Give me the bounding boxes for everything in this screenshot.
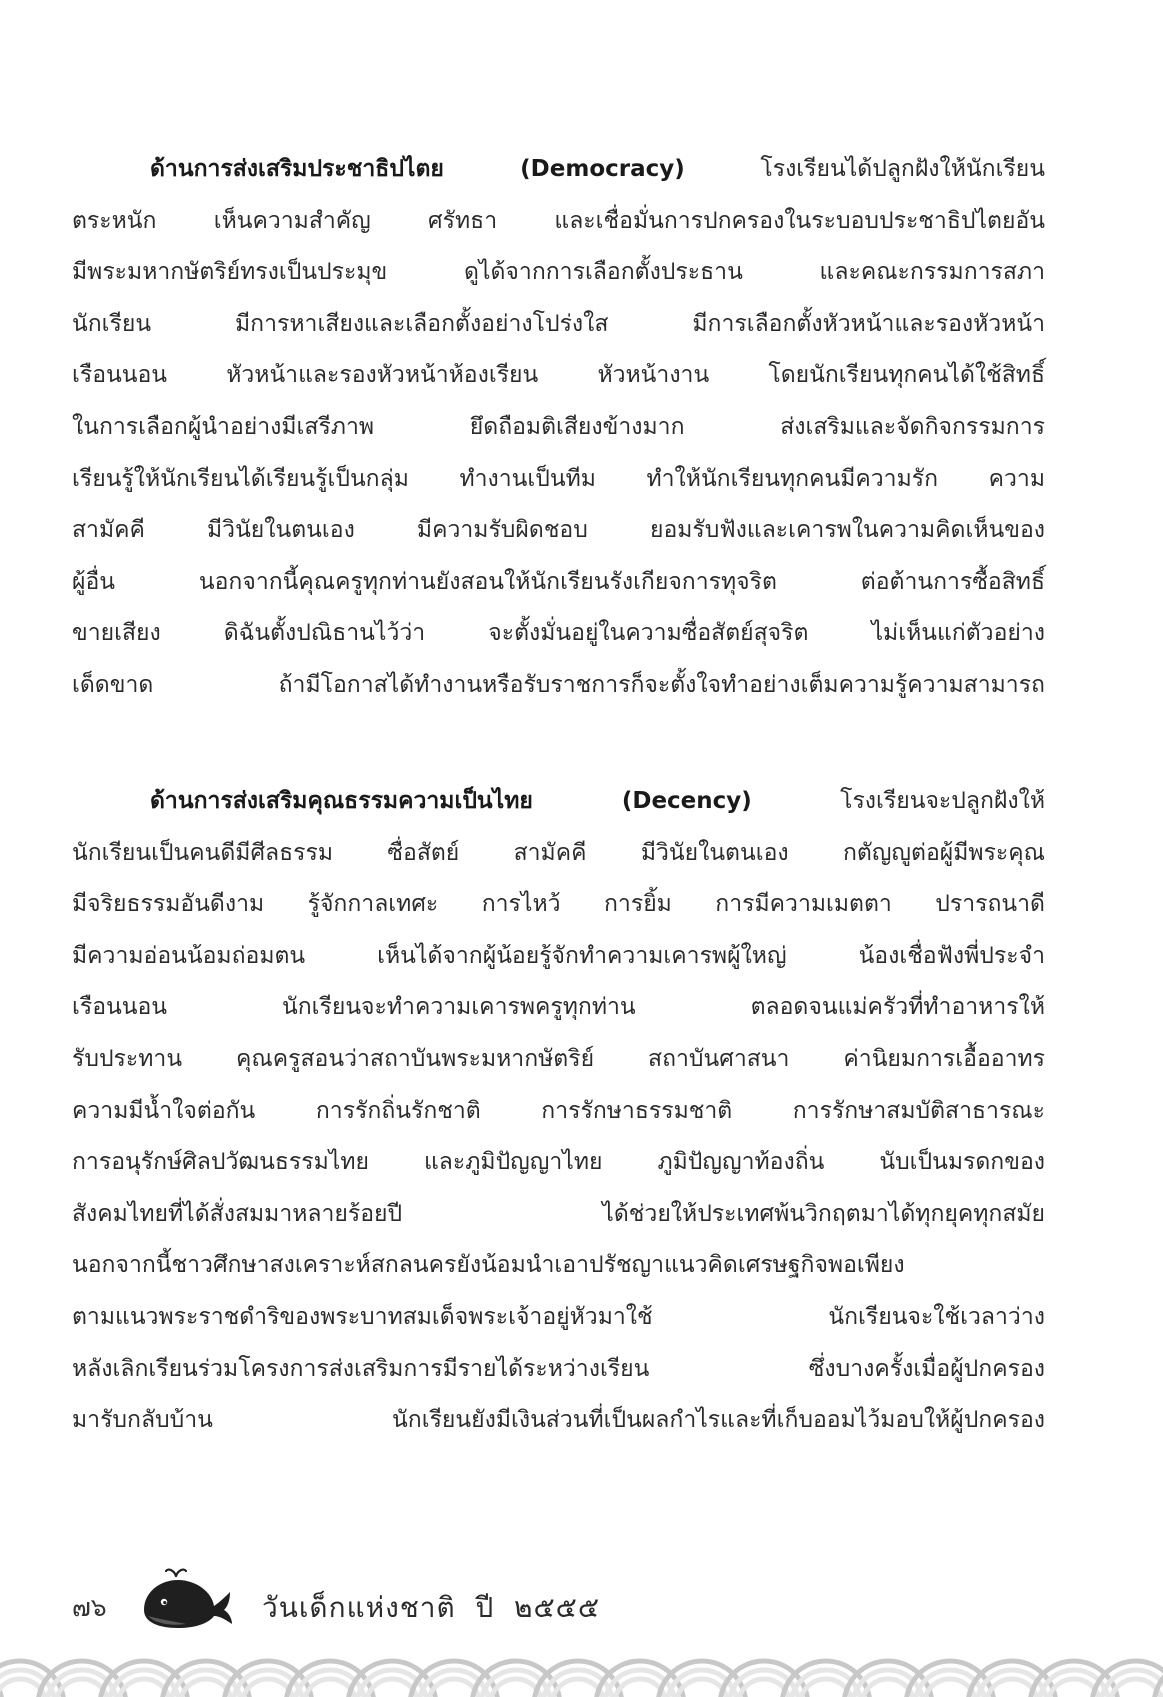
- decorative-arches: [0, 1626, 1163, 1697]
- paragraph-decency: [72, 776, 1045, 1447]
- paragraph-line: ขายเสียง ดิฉันตั้งปณิธานไว้ว่า จะตั้งมั่นอยู่ในความซื่อสัตย์สุจริต ไม่เห็นแก่ตัวอย่าง: [72, 620, 1045, 647]
- paragraph-line: ตระหนัก เห็นความสำคัญ ศรัทธา และเชื่อมั่นการปกครองในระบอบประชาธิปไตยอัน: [72, 207, 1045, 234]
- whale-icon: [138, 1562, 238, 1632]
- paragraph-line: มารับกลับบ้าน นักเรียนยังมีเงินส่วนที่เป็นผลกำไรและที่เก็บออมไว้มอบให้ผู้ปกครอง: [72, 1407, 1045, 1434]
- footer-title: วันเด็กแห่งชาติ ปี ๒๕๕๕: [262, 1591, 601, 1624]
- paragraph-line: นักเรียน มีการหาเสียงและเลือกตั้งอย่างโปร่งใส มีการเลือกตั้งหัวหน้าและรองหัวหน้า: [72, 310, 1045, 337]
- paragraph-line: เด็ดขาด ถ้ามีโอกาสได้ทำงานหรือรับราชการก็จะตั้งใจทำอย่างเต็มความรู้ความสามารถ: [72, 671, 1045, 698]
- paragraph-line: การอนุรักษ์ศิลปวัฒนธรรมไทย และภูมิปัญญาไทย ภูมิปัญญาท้องถิ่น นับเป็นมรดกของ: [72, 1149, 1045, 1176]
- paragraph-democracy: [72, 144, 1045, 712]
- paragraph-line: มีจริยธรรมอันดีงาม รู้จักกาลเทศะ การไหว้ การยิ้ม การมีความเมตตา ปรารถนาดี: [72, 891, 1045, 918]
- paragraph-line: ความมีน้ำใจต่อกัน การรักถิ่นรักชาติ การรักษาธรรมชาติ การรักษาสมบัติสาธารณะ: [72, 1097, 1045, 1124]
- paragraph-line: เรียนรู้ให้นักเรียนได้เรียนรู้เป็นกลุ่ม ทำงานเป็นทีม ทำให้นักเรียนทุกคนมีความรัก ความ: [72, 465, 1045, 492]
- paragraph-line: สังคมไทยที่ได้สั่งสมมาหลายร้อยปี ได้ช่วยให้ประเทศพ้นวิกฤตมาได้ทุกยุคทุกสมัย: [72, 1200, 1045, 1227]
- page-footer: [0, 1540, 1163, 1697]
- paragraph-heading: ด้านการส่งเสริมประชาธิปไตย (Democracy): [150, 156, 685, 182]
- paragraph-line: มีความอ่อนน้อมถ่อมตน เห็นได้จากผู้น้อยรู้จักทำความเคารพผู้ใหญ่ น้องเชื่อฟังพี่ประจำ: [72, 942, 1045, 969]
- paragraph-line: นักเรียนเป็นคนดีมีศีลธรรม ซื่อสัตย์ สามัคคี มีวินัยในตนเอง กตัญญูต่อผู้มีพระคุณ: [72, 839, 1045, 866]
- page-number: ๗๖: [72, 1593, 107, 1622]
- paragraph-line: รับประทาน คุณครูสอนว่าสถาบันพระมหากษัตริย์ สถาบันศาสนา ค่านิยมการเอื้ออาทร: [72, 1045, 1045, 1072]
- paragraph-line: สามัคคี มีวินัยในตนเอง มีความรับผิดชอบ ยอมรับฟังและเคารพในความคิดเห็นของ: [72, 517, 1045, 544]
- paragraph-line: เรือนนอน นักเรียนจะทำความเคารพครูทุกท่าน ตลอดจนแม่ครัวที่ทำอาหารให้: [72, 994, 1045, 1021]
- paragraph-line: ด้านการส่งเสริมประชาธิปไตย (Democracy) โรงเรียนได้ปลูกฝังให้นักเรียน: [150, 156, 1045, 182]
- paragraph-line: ตามแนวพระราชดำริของพระบาทสมเด็จพระเจ้าอยู่หัวมาใช้ นักเรียนจะใช้เวลาว่าง: [72, 1303, 1045, 1330]
- paragraph-line: ผู้อื่น นอกจากนี้คุณครูทุกท่านยังสอนให้นักเรียนรังเกียจการทุจริต ต่อต้านการซื้อสิทธิ์: [72, 568, 1045, 595]
- paragraph-line: ด้านการส่งเสริมคุณธรรมความเป็นไทย (Decency) โรงเรียนจะปลูกฝังให้: [150, 788, 1045, 814]
- paragraph-line: นอกจากนี้ชาวศึกษาสงเคราะห์สกลนครยังน้อมนำเอาปรัชญาแนวคิดเศรษฐกิจพอเพียง: [72, 1252, 905, 1279]
- paragraph-heading: ด้านการส่งเสริมคุณธรรมความเป็นไทย (Decency): [150, 788, 752, 814]
- paragraph-line: ในการเลือกผู้นำอย่างมีเสรีภาพ ยึดถือมติเสียงข้างมาก ส่งเสริมและจัดกิจกรรมการ: [72, 413, 1045, 440]
- paragraph-line: มีพระมหากษัตริย์ทรงเป็นประมุข ดูได้จากการเลือกตั้งประธาน และคณะกรรมการสภา: [72, 259, 1045, 286]
- paragraph-line: หลังเลิกเรียนร่วมโครงการส่งเสริมการมีรายได้ระหว่างเรียน ซึ่งบางครั้งเมื่อผู้ปกครอง: [72, 1355, 1045, 1382]
- paragraph-line: เรือนนอน หัวหน้าและรองหัวหน้าห้องเรียน หัวหน้างาน โดยนักเรียนทุกคนได้ใช้สิทธิ์: [72, 362, 1045, 389]
